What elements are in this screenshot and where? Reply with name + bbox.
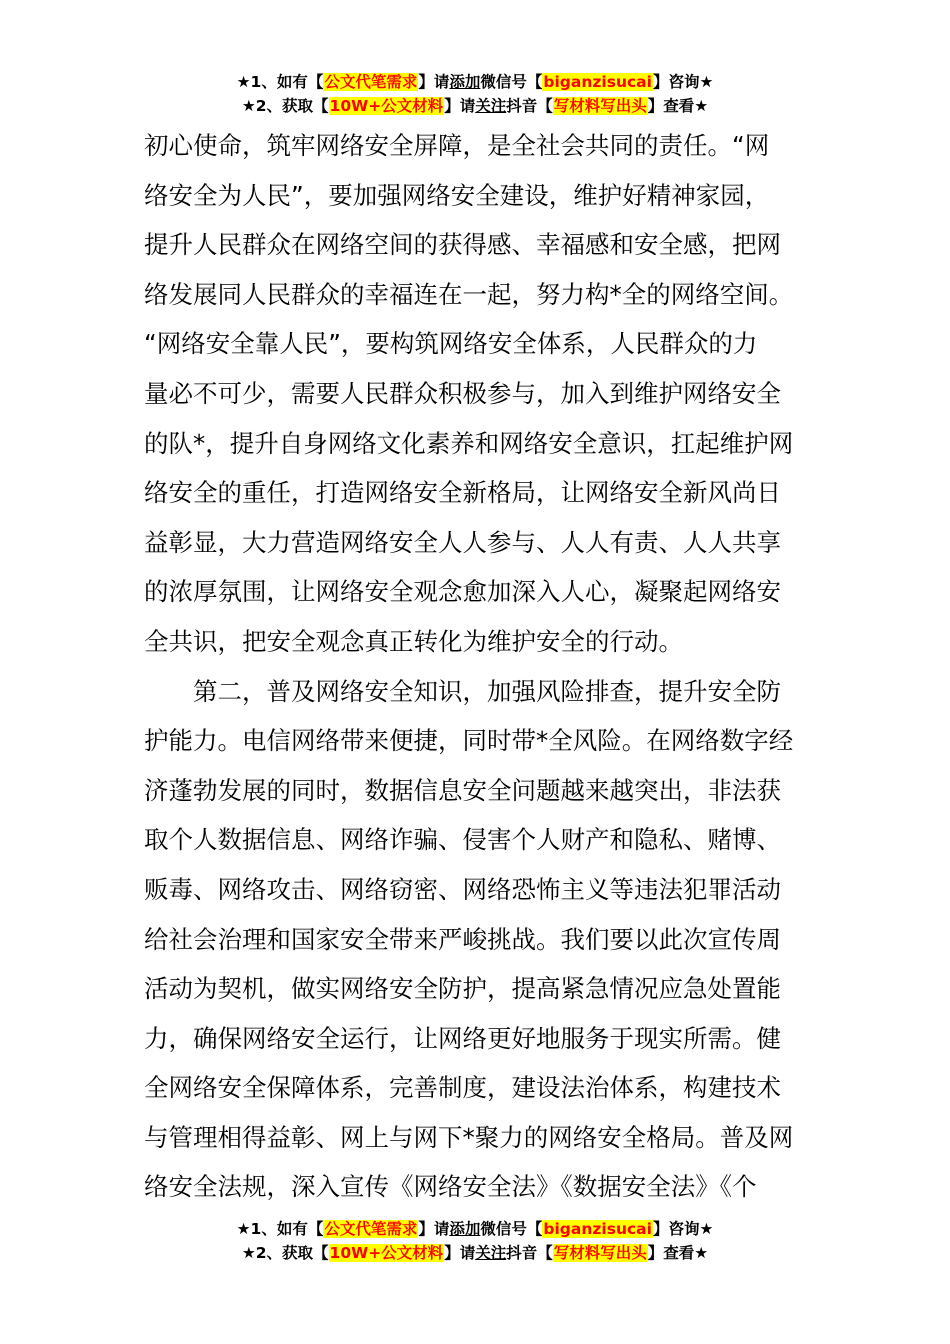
banner-highlight: biganzisucai xyxy=(543,73,652,91)
banner-line-2 xyxy=(0,94,950,118)
banner-highlight: 10W+公文材料 xyxy=(329,1244,444,1262)
text-line: 取个人数据信息、网络诈骗、侵害个人财产和隐私、赌博、 xyxy=(144,825,781,855)
text-line: 量必不可少，需要人民群众积极参与，加入到维护网络安全 xyxy=(144,378,781,408)
banner-text: ★1、如有【 xyxy=(236,73,324,91)
banner-text: 】查看★ xyxy=(647,1244,709,1262)
text-line: 全网络安全保障体系，完善制度，建设法治体系，构建技术 xyxy=(144,1073,781,1103)
banner-text: 】请 xyxy=(444,97,476,115)
paragraph-start-line: 第二，普及网络安全知识，加强风险排查，提升安全防 xyxy=(193,676,781,706)
text-line: 初心使命，筑牢网络安全屏障，是全社会共同的责任。“网 xyxy=(144,131,770,160)
banner-text: 】请 xyxy=(418,73,450,91)
text-line: “网络安全靠人民”，要构筑网络安全体系，人民群众的力 xyxy=(144,329,758,359)
text-line: 给社会治理和国家安全带来严峻挑战。我们要以此次宣传周 xyxy=(144,924,781,954)
banner-highlight: 公文代笔需求 xyxy=(324,1220,418,1238)
banner-highlight: 写材料写出头 xyxy=(553,97,647,115)
banner-line-1 xyxy=(0,70,950,94)
text-line: 的队*，提升自身网络文化素养和网络安全意识，扛起维护网 xyxy=(144,428,794,458)
text-line: 全共识，把安全观念真正转化为维护安全的行动。 xyxy=(144,626,683,656)
banner-underlined: 添加 xyxy=(449,73,481,91)
banner-highlight: 公文代笔需求 xyxy=(324,73,418,91)
banner-line-1 xyxy=(0,1217,950,1241)
header-banner xyxy=(0,70,950,118)
banner-text: ★2、获取【 xyxy=(241,97,329,115)
text-line: 络安全的重任，打造网络安全新格局，让网络安全新风尚日 xyxy=(144,478,781,508)
text-line: 与管理相得益彰、网上与网下*聚力的网络安全格局。普及网 xyxy=(144,1122,794,1152)
text-line: 络发展同人民群众的幸福连在一起，努力构*全的网络空间。 xyxy=(144,279,794,309)
banner-text: 】请 xyxy=(444,1244,476,1262)
banner-text: ★1、如有【 xyxy=(236,1220,324,1238)
banner-underlined: 添加 xyxy=(449,1220,481,1238)
banner-underlined: 关注 xyxy=(475,97,507,115)
text-line: 的浓厚氛围，让网络安全观念愈加深入人心，凝聚起网络安 xyxy=(144,577,781,607)
banner-text: 】咨询★ xyxy=(652,73,714,91)
text-line: 贩毒、网络攻击、网络窃密、网络恐怖主义等违法犯罪活动 xyxy=(144,874,781,904)
text-line: 力，确保网络安全运行，让网络更好地服务于现实所需。健 xyxy=(144,1023,781,1053)
text-line: 提升人民群众在网络空间的获得感、幸福感和安全感，把网 xyxy=(144,230,781,260)
text-line: 益彰显，大力营造网络安全人人参与、人人有责、人人共享 xyxy=(144,527,781,557)
banner-line-2 xyxy=(0,1241,950,1265)
banner-text: 微信号【 xyxy=(480,73,543,91)
banner-text: 抖音【 xyxy=(506,1244,553,1262)
banner-highlight: 10W+公文材料 xyxy=(329,97,444,115)
banner-text: 】咨询★ xyxy=(652,1220,714,1238)
banner-text: 】请 xyxy=(418,1220,450,1238)
banner-text: ★2、获取【 xyxy=(241,1244,329,1262)
text-line: 络安全法规，深入宣传《网络安全法》《数据安全法》《个 xyxy=(144,1172,757,1202)
banner-underlined: 关注 xyxy=(475,1244,507,1262)
banner-text: 微信号【 xyxy=(480,1220,543,1238)
banner-highlight: 写材料写出头 xyxy=(553,1244,647,1262)
text-line: 护能力。电信网络带来便捷，同时带*全风险。在网络数字经 xyxy=(144,726,794,756)
text-line: 活动为契机，做实网络安全防护，提高紧急情况应急处置能 xyxy=(144,974,781,1004)
banner-text: 抖音【 xyxy=(506,97,553,115)
footer-banner xyxy=(0,1217,950,1265)
text-line: 络安全为人民”，要加强网络安全建设，维护好精神家园， xyxy=(144,180,770,210)
document-body xyxy=(144,121,804,1212)
banner-highlight: biganzisucai xyxy=(543,1220,652,1238)
text-line: 济蓬勃发展的同时，数据信息安全问题越来越突出，非法获 xyxy=(144,775,781,805)
banner-text: 】查看★ xyxy=(647,97,709,115)
